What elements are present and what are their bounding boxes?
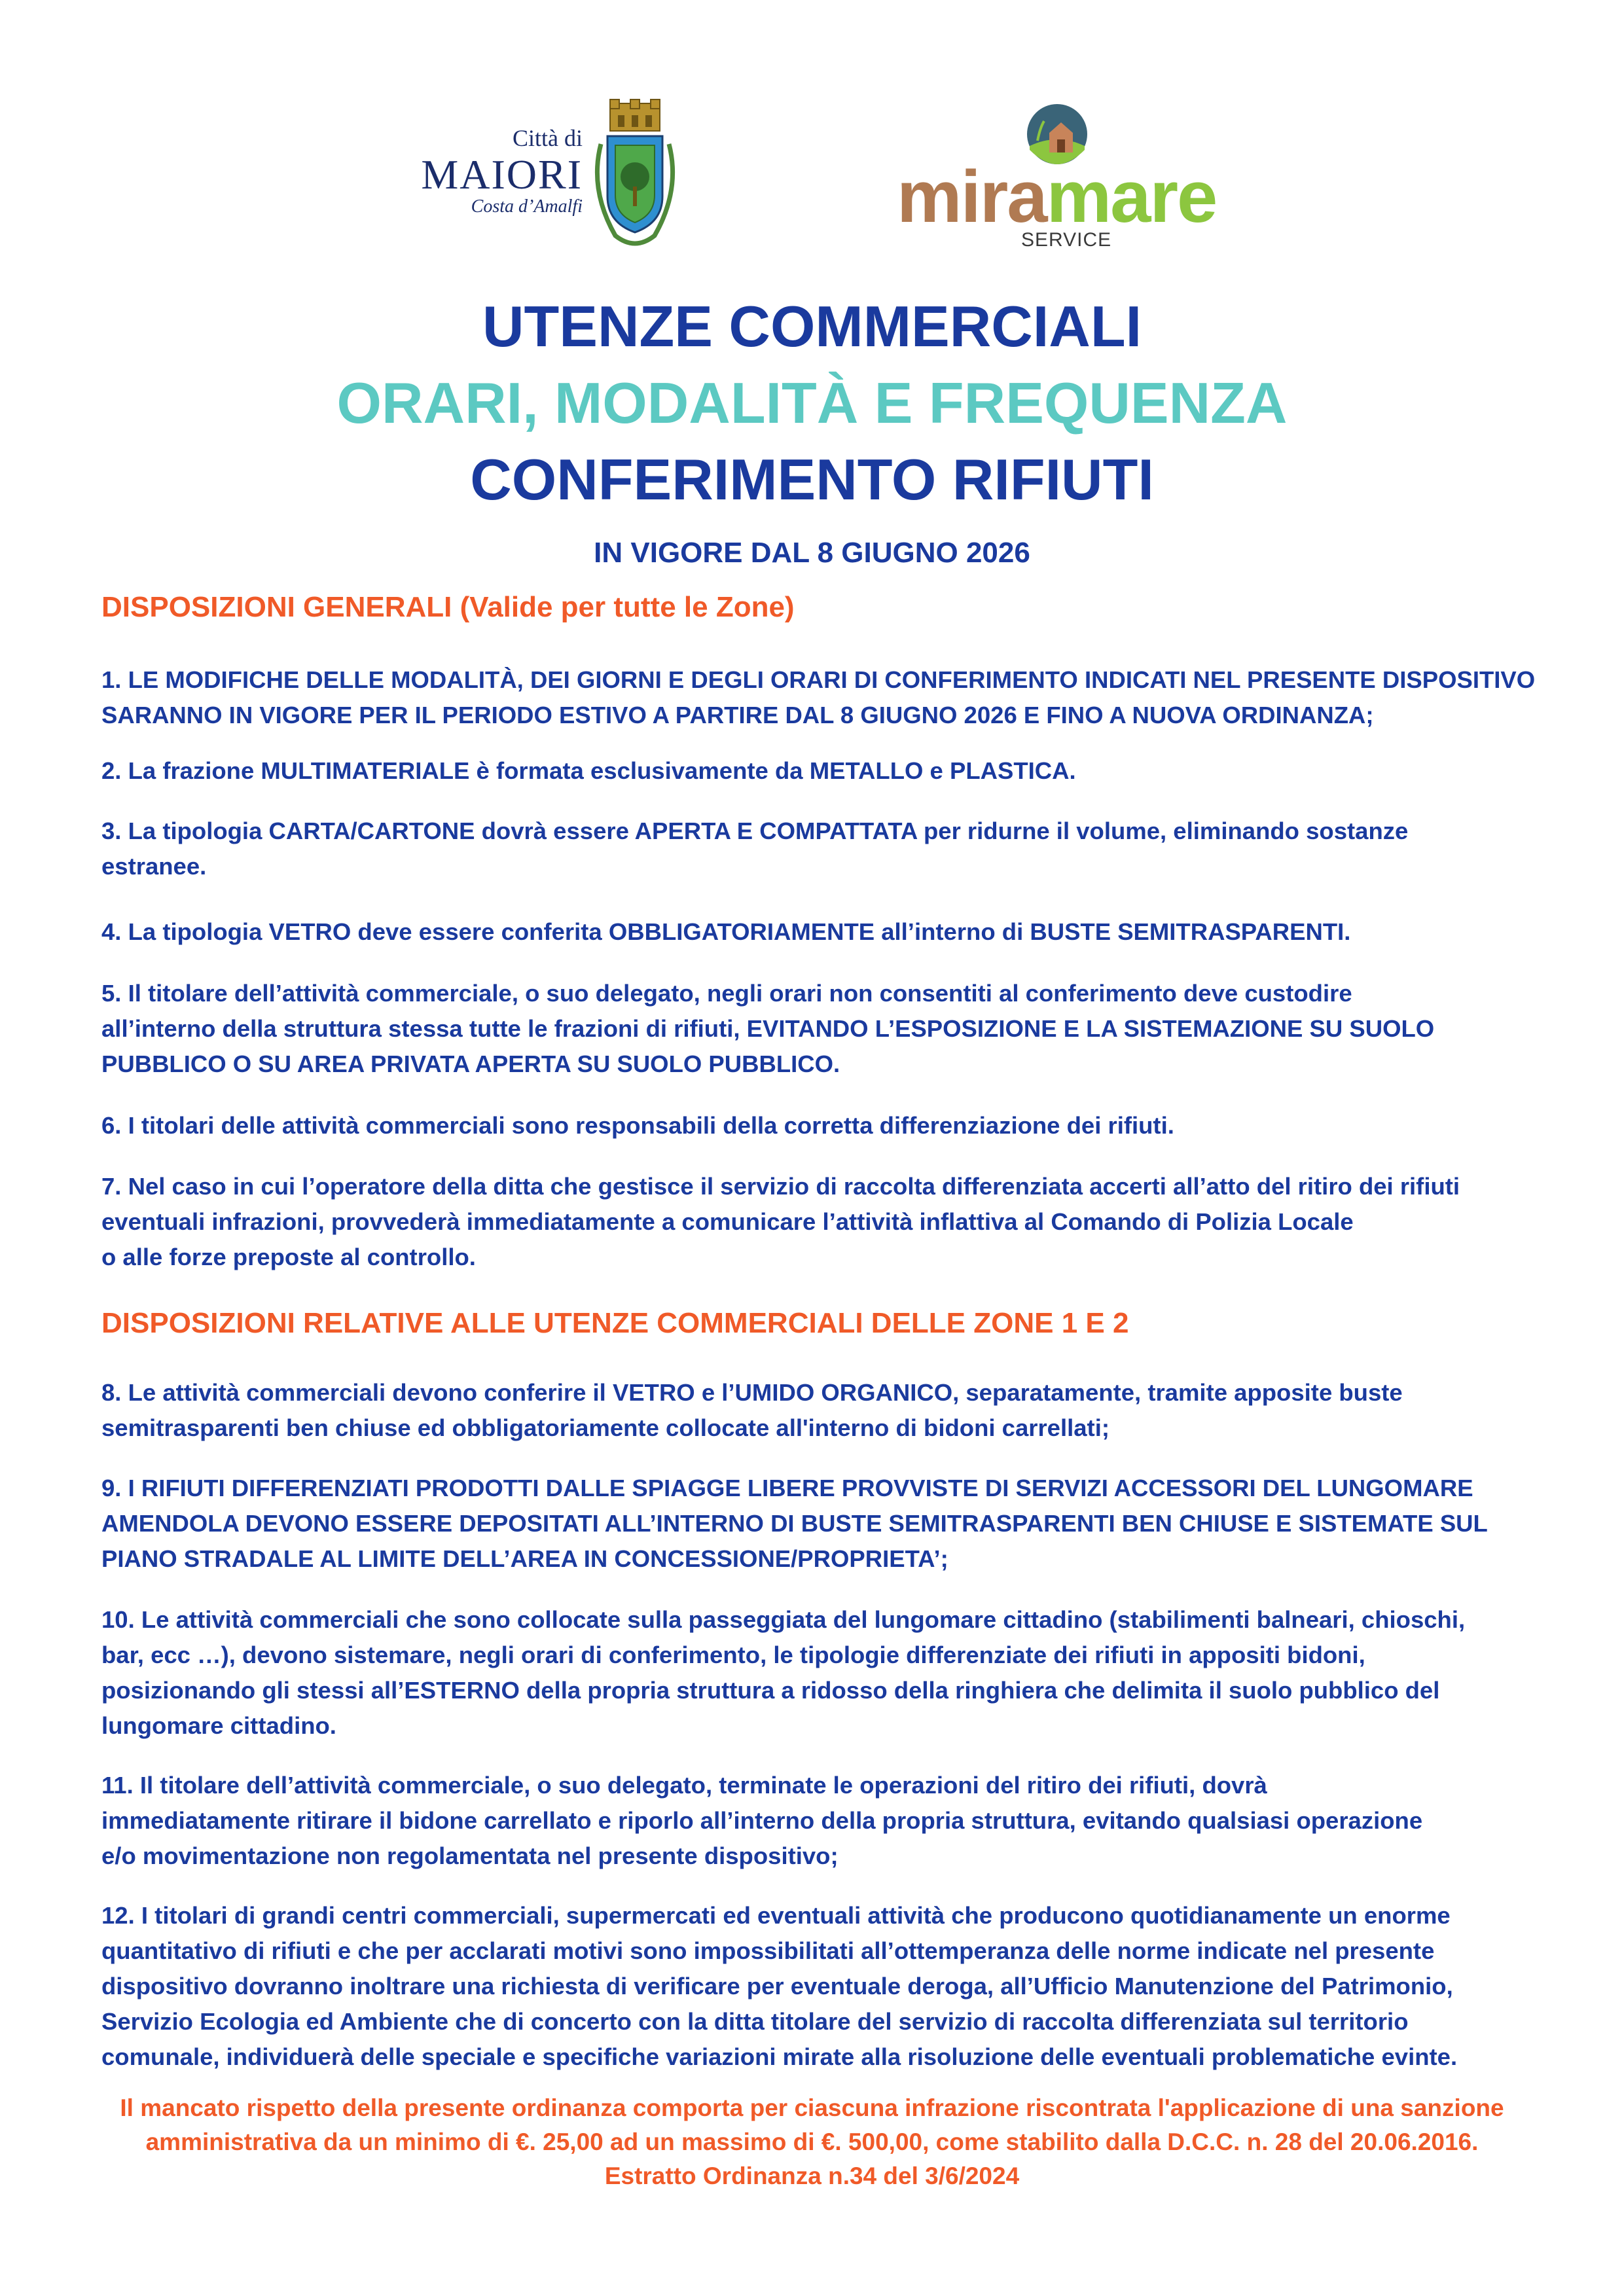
- footer-line: amministrativa da un minimo di €. 25,00 ad un massimo di €. 500,00, come stabilito dalla D.C.C. n. 28 del 20.06.2016.: [145, 2128, 1479, 2155]
- paragraph-line: SARANNO IN VIGORE PER IL PERIODO ESTIVO A PARTIRE DAL 8 GIUGNO 2026 E FINO A NUOVA ORDINANZA;: [101, 702, 1374, 728]
- section-heading-zones: DISPOSIZIONI RELATIVE ALLE UTENZE COMMERCIALI DELLE ZONE 1 E 2: [101, 1307, 1129, 1339]
- paragraph-line: 2. La frazione MULTIMATERIALE è formata esclusivamente da METALLO e PLASTICA.: [101, 757, 1076, 784]
- footer-line: Estratto Ordinanza n.34 del 3/6/2024: [604, 2162, 1020, 2189]
- paragraph-4: [101, 914, 1528, 950]
- paragraph-7: [101, 1169, 1528, 1275]
- paragraph-line: o alle forze preposte al controllo.: [101, 1244, 476, 1270]
- paragraph-line: eventuali infrazioni, provvederà immediatamente a comunicare l’attività inflattiva al Comando di Polizia Locale: [101, 1208, 1354, 1235]
- paragraph-12: [101, 1898, 1528, 2075]
- paragraph-10: [101, 1602, 1528, 1744]
- paragraph-line: 4. La tipologia VETRO deve essere conferita OBBLIGATORIAMENTE all’interno di BUSTE SEMITRASPARENTI.: [101, 918, 1351, 945]
- paragraph-line: estranee.: [101, 853, 207, 880]
- paragraph-line: 9. I RIFIUTI DIFFERENZIATI PRODOTTI DALLE SPIAGGE LIBERE PROVVISTE DI SERVIZI ACCESSORI DEL LUNGOMARE: [101, 1475, 1473, 1501]
- paragraph-9: [101, 1471, 1528, 1577]
- paragraph-line: comunale, individuerà delle speciale e specifiche variazioni mirate alla risoluzione delle eventuali problematiche evinte.: [101, 2043, 1458, 2070]
- paragraph-6: [101, 1108, 1528, 1143]
- maiori-city-label: Città di: [513, 125, 583, 151]
- paragraph-line: PIANO STRADALE AL LIMITE DELL’AREA IN CONCESSIONE/PROPRIETA’;: [101, 1545, 948, 1572]
- effective-date: IN VIGORE DAL 8 GIUGNO 2026: [594, 537, 1030, 569]
- section-heading-general: DISPOSIZIONI GENERALI (Valide per tutte le Zone): [101, 591, 795, 623]
- paragraph-line: posizionando gli stessi all’ESTERNO della propria struttura a ridosso della ringhiera che delimita il suolo pubblico del: [101, 1677, 1440, 1704]
- miramare-word-part1: mira: [897, 156, 1047, 238]
- paragraph-line: bar, ecc …), devono sistemare, negli orari di conferimento, le tipologie differenziate dei rifiuti in appositi bidoni,: [101, 1641, 1365, 1668]
- miramare-wordmark: [897, 156, 1217, 238]
- maiori-name-label: MAIORI: [421, 151, 583, 198]
- paragraph-line: 1. LE MODIFICHE DELLE MODALITÀ, DEI GIORNI E DEGLI ORARI DI CONFERIMENTO INDICATI NEL PRESENTE DISPOSITIVO: [101, 666, 1536, 693]
- title-line-3: CONFERIMENTO RIFIUTI: [470, 447, 1154, 512]
- title-line-2: ORARI, MODALITÀ E FREQUENZA: [336, 370, 1288, 435]
- maiori-subtitle-label: Costa d’Amalfi: [471, 196, 583, 217]
- paragraph-line: semitrasparenti ben chiuse ed obbligatoriamente collocate all'interno di bidoni carrellati;: [101, 1414, 1110, 1441]
- paragraph-line: dispositivo dovranno inoltrare una richiesta di verificare per eventuale deroga, all’Ufficio Manutenzione del Patrimonio,: [101, 1973, 1453, 2000]
- paragraph-line: lungomare cittadino.: [101, 1712, 336, 1739]
- paragraph-line: 8. Le attività commerciali devono conferire il VETRO e l’UMIDO ORGANICO, separatamente, tramite apposite buste: [101, 1379, 1403, 1406]
- paragraph-line: all’interno della struttura stessa tutte le frazioni di rifiuti, EVITANDO L’ESPOSIZIONE E LA SISTEMAZIONE SU SUOLO: [101, 1015, 1435, 1042]
- paragraph-2: [101, 753, 1528, 789]
- paragraph-11: [101, 1768, 1528, 1874]
- paragraph-line: PUBBLICO O SU AREA PRIVATA APERTA SU SUOLO PUBBLICO.: [101, 1050, 840, 1077]
- paragraph-3: [101, 814, 1528, 884]
- paragraph-line: 5. Il titolare dell’attività commerciale, o suo delegato, negli orari non consentiti al conferimento deve custodire: [101, 980, 1352, 1007]
- paragraph-line: 7. Nel caso in cui l’operatore della ditta che gestisce il servizio di raccolta differenziata accerti all’atto del ritiro dei rifiuti: [101, 1173, 1460, 1200]
- miramare-word-part2: mare: [1046, 156, 1217, 238]
- maiori-logo: [406, 98, 681, 262]
- paragraph-5: [101, 976, 1528, 1082]
- paragraph-8: [101, 1375, 1528, 1446]
- paragraph-line: Servizio Ecologia ed Ambiente che di concerto con la ditta titolare del servizio di raccolta differenziata sul territorio: [101, 2008, 1409, 2035]
- paragraph-1: [101, 662, 1536, 733]
- paragraph-line: 3. La tipologia CARTA/CARTONE dovrà essere APERTA E COMPATTATA per ridurne il volume, eliminando sostanze: [101, 817, 1409, 844]
- paragraph-line: immediatamente ritirare il bidone carrellato e riporlo all’interno della propria struttura, evitando qualsiasi operazione: [101, 1807, 1423, 1834]
- miramare-service-label: SERVICE: [1021, 229, 1112, 251]
- paragraph-line: AMENDOLA DEVONO ESSERE DEPOSITATI ALL’INTERNO DI BUSTE SEMITRASPARENTI BEN CHIUSE E SISTEMATE SUL: [101, 1510, 1488, 1537]
- miramare-logo: [897, 98, 1217, 262]
- paragraph-line: e/o movimentazione non regolamentata nel presente dispositivo;: [101, 1842, 839, 1869]
- paragraph-line: 6. I titolari delle attività commerciali sono responsabili della corretta differenziazione dei rifiuti.: [101, 1112, 1174, 1139]
- maiori-crest-icon: [589, 98, 681, 249]
- paragraph-line: quantitativo di rifiuti e che per acclarati motivi sono impossibilitati all’ottemperanza delle norme indicate nel presente: [101, 1937, 1435, 1964]
- paragraph-line: 12. I titolari di grandi centri commerciali, supermercati ed eventuali attività che producono quotidianamente un enorme: [101, 1902, 1451, 1929]
- sanction-notice: [0, 2091, 1624, 2193]
- footer-line: Il mancato rispetto della presente ordinanza comporta per ciascuna infrazione riscontrata l'applicazione di una sanzione: [120, 2094, 1504, 2121]
- paragraph-line: 10. Le attività commerciali che sono collocate sulla passeggiata del lungomare cittadino (stabilimenti balneari, chioschi,: [101, 1606, 1466, 1633]
- title-line-1: UTENZE COMMERCIALI: [482, 294, 1142, 359]
- logos-row: [0, 98, 1624, 262]
- paragraph-line: 11. Il titolare dell’attività commerciale, o suo delegato, terminate le operazioni del ritiro dei rifiuti, dovrà: [101, 1772, 1267, 1799]
